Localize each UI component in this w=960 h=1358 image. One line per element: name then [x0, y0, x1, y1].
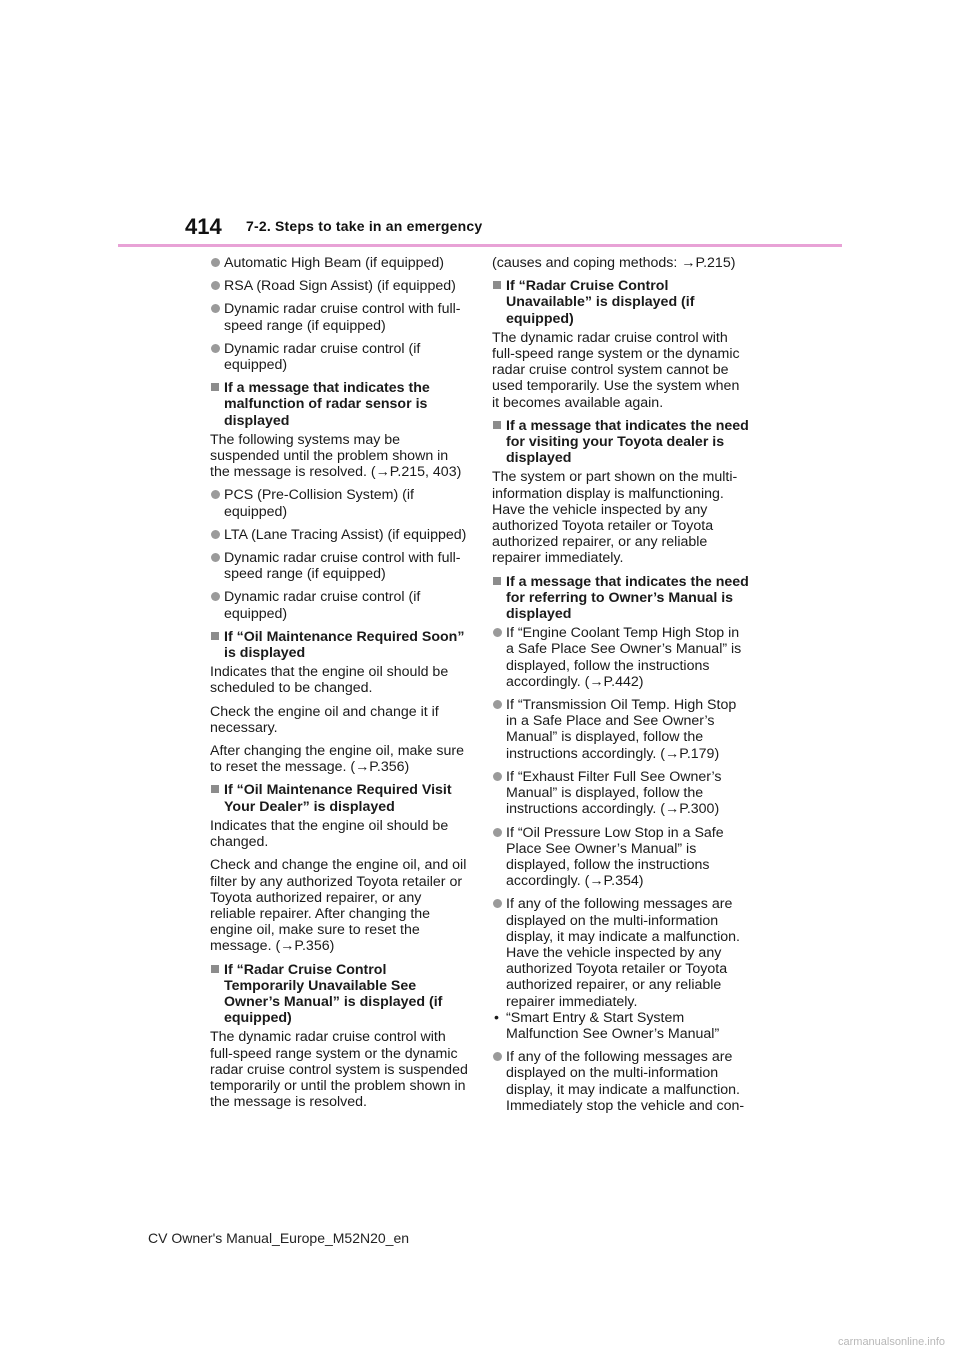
section-heading: If a message that indicates the need for referring to Owner’s Manual is displayed: [492, 574, 750, 623]
bullet-item: Dynamic radar cruise control with full-speed range (if equipped): [210, 301, 468, 333]
dash-item: • “Smart Entry & Start System Malfunction See Owner’s Manual”: [492, 1010, 750, 1042]
paragraph: Indicates that the engine oil should be scheduled to be changed.: [210, 664, 449, 697]
bullet-item: PCS (Pre-Collision System) (if equipped): [210, 487, 468, 519]
section-heading: If “Radar Cruise Control Unavailable” is displayed (if equipped): [492, 278, 750, 327]
bullet-item: LTA (Lane Tracing Assist) (if equipped): [210, 527, 468, 543]
paragraph: The following systems may be suspended until the problem shown in the message is resolved. (→P.215, 403): [210, 431, 462, 481]
bullet-item: Dynamic radar cruise control with full-speed range (if equipped): [210, 550, 468, 582]
paragraph: After changing the engine oil, make sure to reset the message. (→P.356): [210, 743, 464, 776]
bullet-item: If “Exhaust Filter Full See Owner’s Manual” is displayed, follow the instructions accordingly. (→P.300): [492, 769, 750, 818]
bullet-item: If “Engine Coolant Temp High Stop in a Safe Place See Owner’s Manual” is displayed, follow the instructions accordingly. (→P.442): [492, 625, 750, 690]
bullet-item: If any of the following messages are displayed on the multi-information display, it may indicate a malfunction. Immediately stop the vehicle and con-: [492, 1049, 750, 1114]
right-column: [492, 255, 750, 1121]
paragraph: Check the engine oil and change it if necessary.: [210, 703, 439, 736]
left-column: [210, 255, 468, 1117]
footer-text: CV Owner's Manual_Europe_M52N20_en: [148, 1230, 410, 1246]
section-heading: If “Oil Maintenance Required Soon” is displayed: [210, 629, 468, 661]
paragraph: (causes and coping methods: →P.215): [492, 255, 736, 271]
bullet-item: Dynamic radar cruise control (if equipped): [210, 341, 468, 373]
bullet-item: If any of the following messages are displayed on the multi-information display, it may indicate a malfunction. Have the vehicle inspected by any authorized Toyota retailer or Toyota authorized repairer, or any reliable repairer immediately.: [492, 896, 750, 1009]
paragraph: The dynamic radar cruise control with full-speed range system or the dynamic radar cruise control system is suspended temporarily or until the problem shown in the message is resolved.: [210, 1029, 468, 1111]
paragraph: The system or part shown on the multi-information display is malfunctioning. Have the vehicle inspected by any authorized Toyota retailer or Toyota authorized repairer, or any reliable repairer immediately.: [492, 469, 738, 567]
chapter-title: 7-2. Steps to take in an emergency: [246, 218, 483, 234]
bullet-item: Dynamic radar cruise control (if equipped): [210, 589, 468, 621]
watermark: carmanualsonline.info: [838, 1336, 946, 1348]
bullet-item: If “Transmission Oil Temp. High Stop in a Safe Place and See Owner’s Manual” is displayed, follow the instructions accordingly. (→P.179): [492, 697, 750, 762]
page-number: 414: [185, 214, 222, 239]
section-heading: If “Radar Cruise Control Temporarily Unavailable See Owner’s Manual” is displayed (if equipped): [210, 962, 468, 1027]
section-heading: If “Oil Maintenance Required Visit Your Dealer” is displayed: [210, 782, 468, 814]
header-rule: [118, 244, 842, 247]
bullet-item: If “Oil Pressure Low Stop in a Safe Place See Owner’s Manual” is displayed, follow the instructions accordingly. (→P.354): [492, 825, 750, 890]
section-heading: If a message that indicates the malfunction of radar sensor is displayed: [210, 380, 468, 429]
section-heading: If a message that indicates the need for visiting your Toyota dealer is displayed: [492, 418, 750, 467]
bullet-item: Automatic High Beam (if equipped): [210, 255, 468, 271]
paragraph: Check and change the engine oil, and oil filter by any authorized Toyota retailer or Toyota authorized repairer, or any reliable repairer. After changing the engine oil, make sure to reset the message. (→P.356): [210, 857, 467, 955]
paragraph: The dynamic radar cruise control with full-speed range system or the dynamic radar cruise control system cannot be used temporarily. Use the system when it becomes available again.: [492, 329, 740, 411]
paragraph: Indicates that the engine oil should be changed.: [210, 817, 449, 851]
bullet-item: RSA (Road Sign Assist) (if equipped): [210, 278, 468, 294]
